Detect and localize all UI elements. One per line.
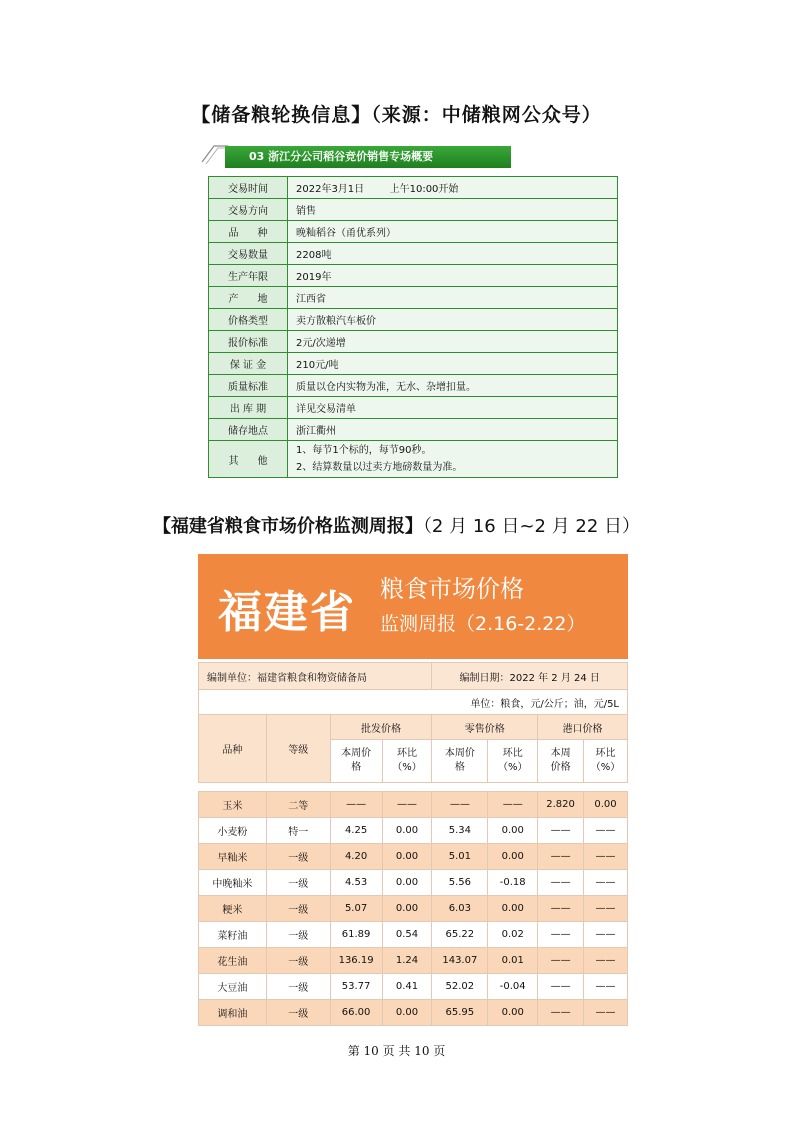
summary-row — [209, 177, 618, 199]
banner-province: 福建省 — [218, 587, 356, 638]
cell-port-ratio: —— — [584, 922, 628, 948]
cell-retail-price: 5.34 — [432, 818, 488, 844]
price-report-date-range: （2 月 16 日~2 月 22 日） — [422, 516, 641, 537]
cell-variety: 菜籽油 — [199, 922, 267, 948]
summary-value: 销售 — [288, 199, 618, 221]
table-row — [199, 792, 628, 818]
summary-row — [209, 331, 618, 353]
cell-variety: 玉米 — [199, 792, 267, 818]
summary-row — [209, 221, 618, 243]
heading-source: （来源：中储粮网公众号） — [371, 104, 602, 126]
summary-row — [209, 287, 618, 309]
cell-retail-ratio: 0.00 — [488, 896, 538, 922]
summary-value: 210元/吨 — [288, 353, 618, 375]
summary-key: 出 库 期 — [209, 397, 288, 419]
table-row — [199, 948, 628, 974]
table-row — [199, 818, 628, 844]
cell-port-price: —— — [538, 818, 584, 844]
cell-retail-price: 143.07 — [432, 948, 488, 974]
cell-grade: 一级 — [266, 948, 330, 974]
cell-variety: 大豆油 — [199, 974, 267, 1000]
cell-port-ratio: —— — [584, 870, 628, 896]
cell-retail-ratio: 0.00 — [488, 844, 538, 870]
banner-line-1: 粮食市场价格 — [380, 575, 524, 603]
summary-key: 品 种 — [209, 221, 288, 243]
price-report-heading — [0, 512, 793, 538]
auction-banner: 03 浙江分公司稻谷竞价销售专场概要 — [225, 146, 511, 168]
header-spacer — [199, 783, 628, 792]
cell-port-ratio: —— — [584, 948, 628, 974]
cell-port-ratio: —— — [584, 1000, 628, 1026]
cell-variety: 小麦粉 — [199, 818, 267, 844]
cell-retail-price: —— — [432, 792, 488, 818]
cell-retail-ratio: -0.18 — [488, 870, 538, 896]
summary-row — [209, 419, 618, 441]
cell-grade: 二等 — [266, 792, 330, 818]
header-wholesale-ratio: 环比 （%） — [382, 740, 432, 783]
header-wholesale: 批发价格 — [330, 715, 432, 740]
cell-variety: 中晚籼米 — [199, 870, 267, 896]
price-report-banner — [198, 554, 628, 659]
summary-value: 详见交易清单 — [288, 397, 618, 419]
cell-variety: 早籼米 — [199, 844, 267, 870]
other-line: 2、结算数量以过卖方地磅数量为准。 — [296, 462, 463, 473]
summary-key: 交易数量 — [209, 243, 288, 265]
reserve-grain-heading — [0, 100, 793, 127]
summary-row-other — [209, 441, 618, 478]
summary-value-other — [288, 441, 618, 478]
cell-grade: 一级 — [266, 896, 330, 922]
cell-port-price: —— — [538, 922, 584, 948]
cell-port-price: 2.820 — [538, 792, 584, 818]
summary-row — [209, 375, 618, 397]
summary-value: 浙江衢州 — [288, 419, 618, 441]
summary-value: 江西省 — [288, 287, 618, 309]
header-retail: 零售价格 — [432, 715, 538, 740]
auction-summary-table — [208, 176, 618, 478]
price-table — [198, 662, 628, 1026]
cell-wholesale-price: 4.53 — [330, 870, 382, 896]
summary-key: 其 他 — [209, 441, 288, 478]
summary-row — [209, 199, 618, 221]
cell-grade: 一级 — [266, 974, 330, 1000]
cell-port-ratio: —— — [584, 974, 628, 1000]
cell-variety: 花生油 — [199, 948, 267, 974]
cell-port-price: —— — [538, 948, 584, 974]
cell-wholesale-ratio: 0.00 — [382, 896, 432, 922]
summary-value: 2元/次递增 — [288, 331, 618, 353]
summary-value: 卖方散粮汽车板价 — [288, 309, 618, 331]
cell-wholesale-ratio: 0.00 — [382, 870, 432, 896]
summary-row — [209, 265, 618, 287]
cell-port-price: —— — [538, 974, 584, 1000]
cell-port-ratio: —— — [584, 844, 628, 870]
cell-grade: 一级 — [266, 922, 330, 948]
cell-port-price: —— — [538, 870, 584, 896]
summary-key: 质量标准 — [209, 375, 288, 397]
summary-key: 保 证 金 — [209, 353, 288, 375]
table-row — [199, 844, 628, 870]
header-variety: 品种 — [199, 715, 267, 783]
summary-key: 价格类型 — [209, 309, 288, 331]
cell-retail-ratio: 0.00 — [488, 1000, 538, 1026]
cell-retail-ratio: 0.01 — [488, 948, 538, 974]
cell-port-ratio: 0.00 — [584, 792, 628, 818]
table-row — [199, 870, 628, 896]
summary-row — [209, 353, 618, 375]
summary-row — [209, 397, 618, 419]
page-footer: 第 10 页 共 10 页 — [347, 1044, 446, 1058]
cell-port-price: —— — [538, 1000, 584, 1026]
cell-variety: 调和油 — [199, 1000, 267, 1026]
cell-wholesale-price: 66.00 — [330, 1000, 382, 1026]
unit-note: 单位：粮食，元/公斤；油，元/5L — [199, 690, 628, 715]
price-report-card — [198, 554, 628, 1022]
summary-key: 储存地点 — [209, 419, 288, 441]
cell-wholesale-ratio: 0.00 — [382, 844, 432, 870]
header-wholesale-price: 本周价 格 — [330, 740, 382, 783]
summary-value: 2019年 — [288, 265, 618, 287]
cell-wholesale-ratio: 1.24 — [382, 948, 432, 974]
header-port: 港口价格 — [538, 715, 628, 740]
table-row — [199, 896, 628, 922]
cell-retail-ratio: 0.02 — [488, 922, 538, 948]
cell-grade: 特一 — [266, 818, 330, 844]
cell-retail-ratio: 0.00 — [488, 818, 538, 844]
summary-key: 生产年限 — [209, 265, 288, 287]
cell-wholesale-ratio: 0.00 — [382, 1000, 432, 1026]
cell-wholesale-price: 136.19 — [330, 948, 382, 974]
cell-grade: 一级 — [266, 844, 330, 870]
banner-line-2: 监测周报（2.16-2.22） — [380, 613, 586, 635]
cell-retail-price: 52.02 — [432, 974, 488, 1000]
header-retail-price: 本周价 格 — [432, 740, 488, 783]
heading-title: 【储备粮轮换信息】 — [191, 104, 372, 126]
cell-wholesale-price: 61.89 — [330, 922, 382, 948]
cell-wholesale-ratio: 0.54 — [382, 922, 432, 948]
compiler: 编制单位：福建省粮食和物资储备局 — [199, 663, 432, 690]
cell-grade: 一级 — [266, 1000, 330, 1026]
cell-retail-price: 65.95 — [432, 1000, 488, 1026]
cell-variety: 粳米 — [199, 896, 267, 922]
cell-wholesale-price: 4.20 — [330, 844, 382, 870]
cell-wholesale-ratio: —— — [382, 792, 432, 818]
summary-key: 产 地 — [209, 287, 288, 309]
header-retail-ratio: 环比 （%） — [488, 740, 538, 783]
cell-retail-price: 65.22 — [432, 922, 488, 948]
cell-retail-price: 5.01 — [432, 844, 488, 870]
cell-wholesale-ratio: 0.00 — [382, 818, 432, 844]
other-line: 1、每节1个标的，每节90秒。 — [296, 445, 432, 456]
cell-retail-ratio: -0.04 — [488, 974, 538, 1000]
cell-retail-price: 5.56 — [432, 870, 488, 896]
cell-wholesale-price: 5.07 — [330, 896, 382, 922]
cell-port-ratio: —— — [584, 818, 628, 844]
summary-key: 报价标准 — [209, 331, 288, 353]
cell-port-ratio: —— — [584, 896, 628, 922]
cell-port-price: —— — [538, 896, 584, 922]
cell-grade: 一级 — [266, 870, 330, 896]
cell-wholesale-price: 53.77 — [330, 974, 382, 1000]
price-report-title: 【福建省粮食市场价格监测周报】 — [152, 516, 423, 537]
table-row — [199, 922, 628, 948]
header-grade: 等级 — [266, 715, 330, 783]
summary-row — [209, 243, 618, 265]
cell-wholesale-price: 4.25 — [330, 818, 382, 844]
table-row — [199, 1000, 628, 1026]
summary-row — [209, 309, 618, 331]
compile-date: 编制日期：2022 年 2 月 24 日 — [432, 663, 628, 690]
summary-value: 晚籼稻谷（甬优系列） — [288, 221, 618, 243]
summary-value: 质量以仓内实物为准，无水、杂增扣量。 — [288, 375, 618, 397]
cell-wholesale-price: —— — [330, 792, 382, 818]
cell-port-price: —— — [538, 844, 584, 870]
summary-key: 交易方向 — [209, 199, 288, 221]
header-port-ratio: 环比 （%） — [584, 740, 628, 783]
summary-key: 交易时间 — [209, 177, 288, 199]
cell-retail-ratio: —— — [488, 792, 538, 818]
summary-value: 2208吨 — [288, 243, 618, 265]
header-port-price: 本周 价格 — [538, 740, 584, 783]
summary-value: 2022年3月1日 上午10:00开始 — [288, 177, 618, 199]
table-row — [199, 974, 628, 1000]
cell-retail-price: 6.03 — [432, 896, 488, 922]
cell-wholesale-ratio: 0.41 — [382, 974, 432, 1000]
